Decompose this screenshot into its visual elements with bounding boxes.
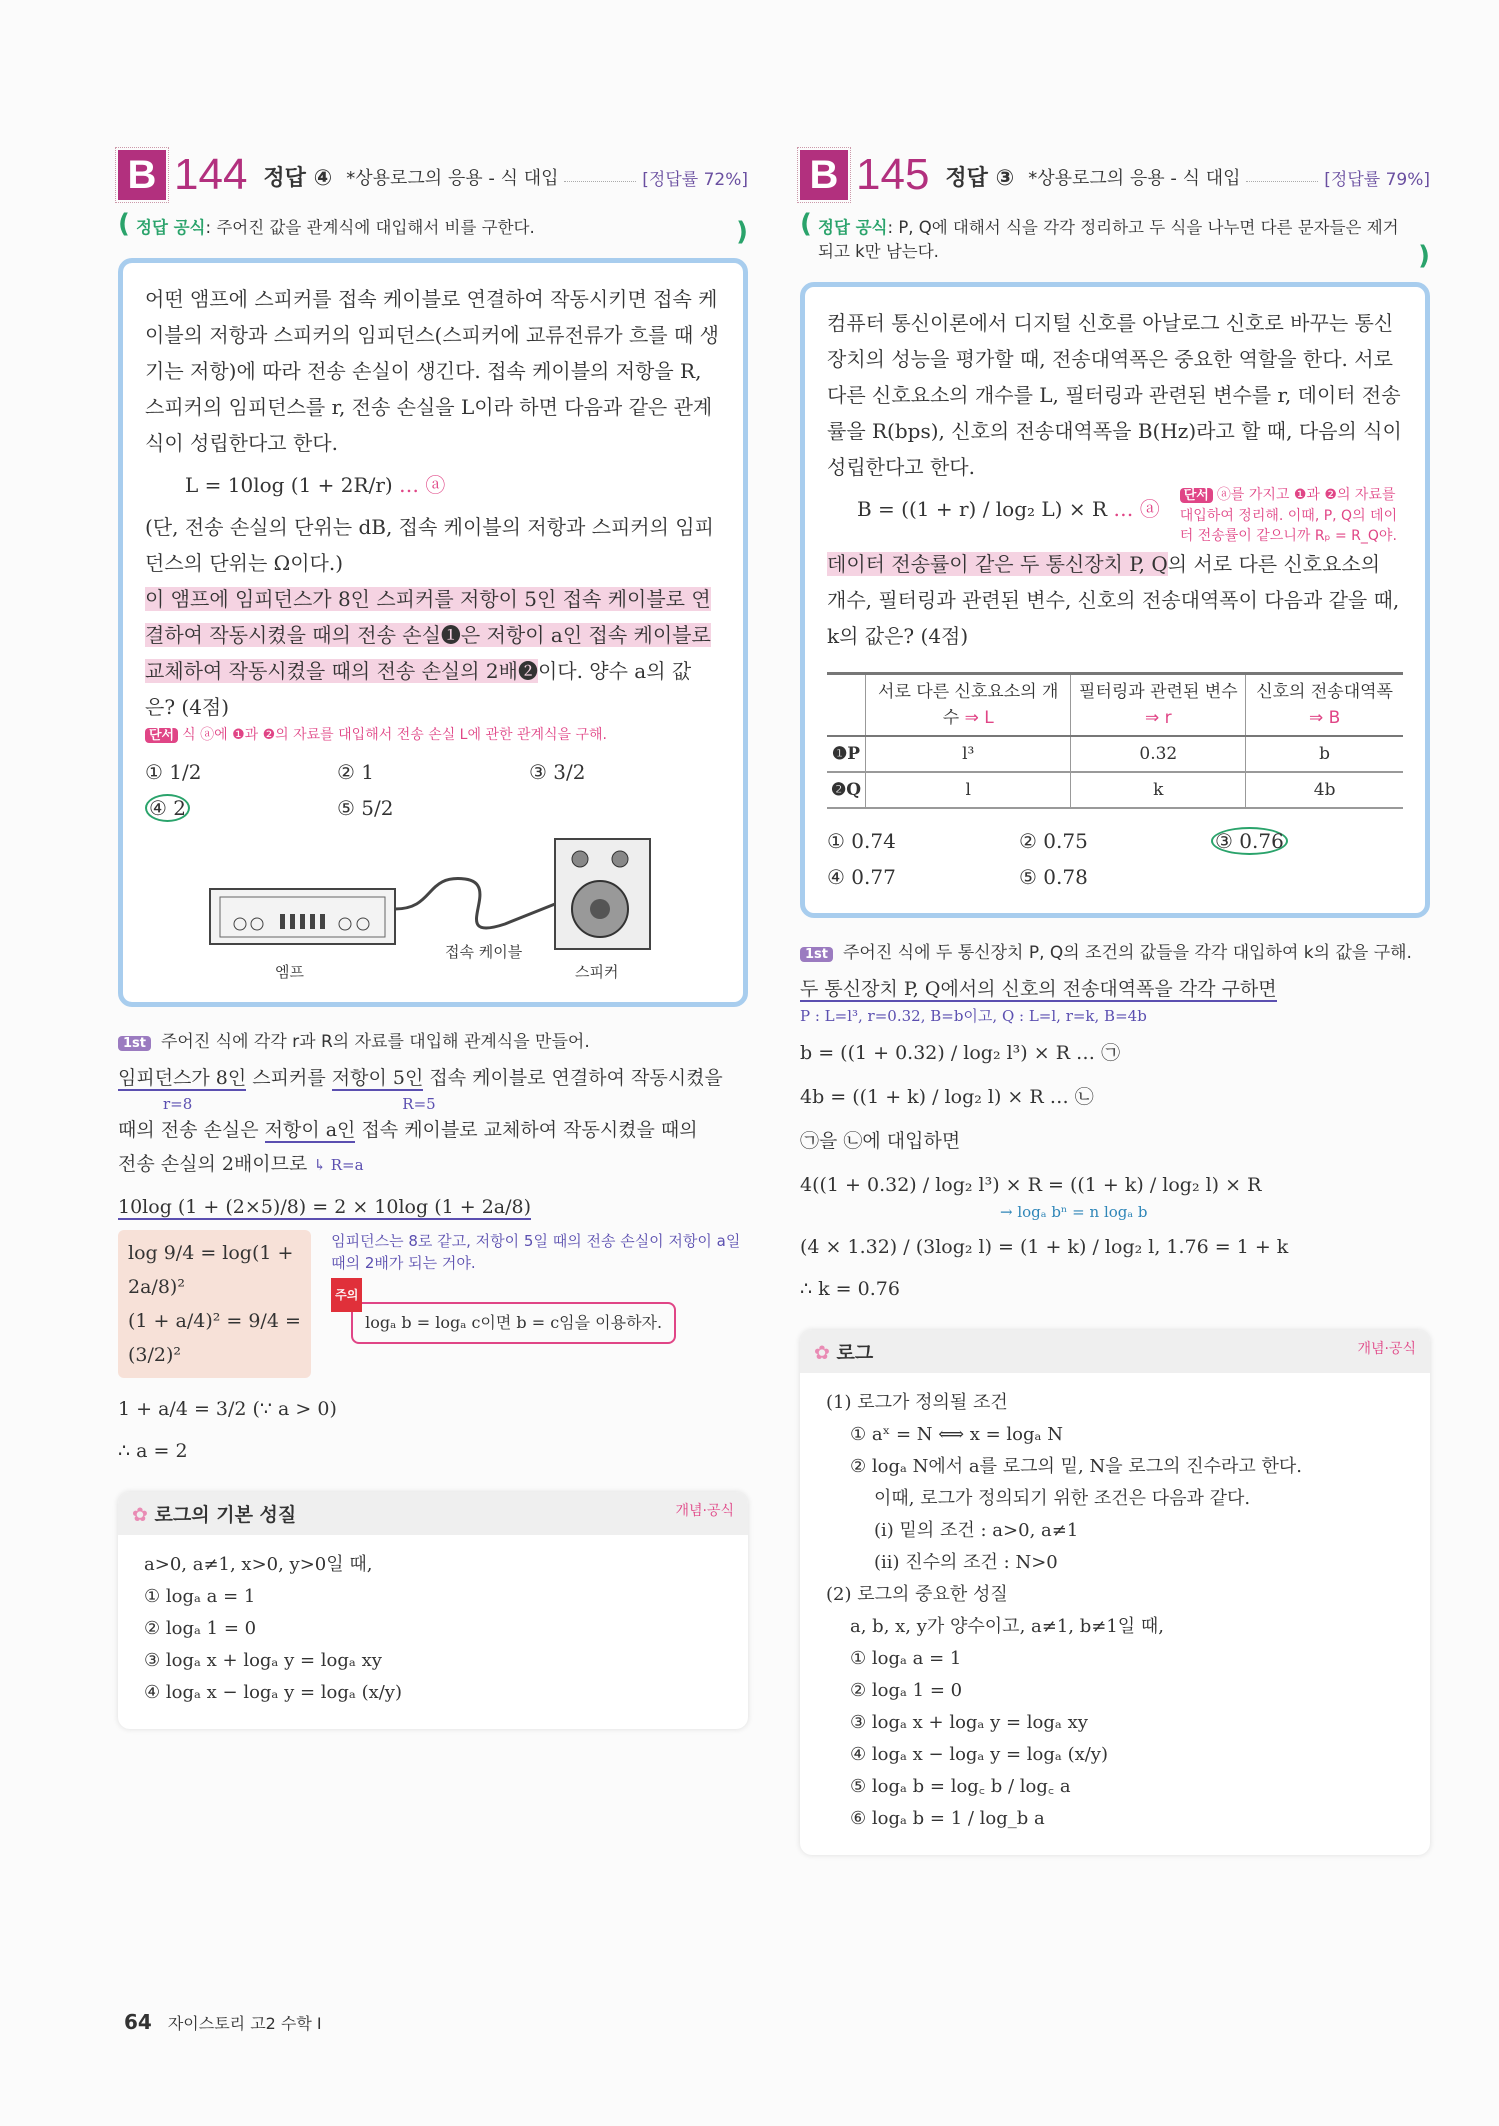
flower-icon: ✿ — [132, 1504, 155, 1526]
book-title: 자이스토리 고2 수학 I — [167, 2014, 322, 2033]
choice-3-correct[interactable] — [1211, 823, 1403, 859]
warning-text: logₐ b = logₐ c이면 b = c임을 이용하자. — [365, 1313, 663, 1332]
data-table — [827, 672, 1403, 809]
solution — [118, 1025, 748, 1468]
warning-box — [335, 1288, 676, 1344]
question-box — [118, 258, 748, 1007]
equation-a — [145, 467, 721, 503]
annotation-R: R=5 — [402, 1095, 436, 1113]
hint-text: 식 ⓐ에 ❶과 ❷의 자료를 대입해서 전송 손실 L에 관한 관계식을 구해. — [182, 727, 608, 743]
table-cell: ❷Q — [827, 772, 866, 808]
choice-2[interactable]: ② 0.75 — [1019, 829, 1088, 853]
text: 접속 케이블로 연결하여 작동시켰을 — [423, 1067, 723, 1089]
level-badge: B — [118, 150, 166, 200]
choice-5[interactable]: ⑤ 0.78 — [1019, 865, 1088, 889]
equation-a — [827, 491, 1160, 540]
text: 때의 전송 손실은 — [118, 1119, 265, 1141]
concept-body — [118, 1535, 748, 1729]
problem-144 — [118, 140, 748, 1729]
annotation: P : L=l³, r=0.32, B=b이고, Q : L=l, r=k, B=4b — [800, 1007, 1147, 1025]
concept-line: (1) 로그가 정의될 조건 — [826, 1392, 1008, 1413]
solution-line-1 — [118, 1061, 748, 1095]
hint — [1180, 485, 1403, 546]
annotation-a: ↳ R=a — [313, 1156, 364, 1174]
equation: B = ((1 + r) / log₂ L) × R — [857, 497, 1108, 521]
table-row — [827, 772, 1403, 808]
leader-dots — [564, 181, 636, 182]
choice-4-correct[interactable] — [145, 790, 337, 826]
problem-number: 145 — [856, 150, 930, 199]
step-tag: 1st — [118, 1036, 151, 1051]
concept-line: ① logₐ a = 1 — [144, 1586, 256, 1607]
answer-label: 정답 ④ — [263, 166, 333, 191]
formula-label: 정답 공식 — [818, 218, 888, 237]
eq3: 4((1 + 0.32) / log₂ l³) × R = ((1 + k) / log₂ l) × R — [800, 1174, 1262, 1196]
solution-line-2: ㉠을 ㉡에 대입하면 — [800, 1130, 961, 1152]
hint-text: ⓐ를 가지고 ❶과 ❷의 자료를 대입하여 정리해. 이때, P, Q의 데이터 전송률이 같으니까 Rₚ = R_Q야. — [1179, 487, 1398, 544]
choice-2[interactable]: ② 1 — [337, 760, 375, 784]
amp-label: 엠프 — [275, 963, 304, 981]
step-1 — [800, 936, 1430, 972]
concept-title — [132, 1500, 296, 1527]
equation-mark: … ⓐ — [1113, 497, 1160, 521]
topic: *상용로그의 응용 - 식 대입 — [346, 168, 559, 189]
eq5-result: ∴ a = 2 — [118, 1440, 188, 1462]
leader-dots — [1246, 181, 1318, 182]
annotation-r: r=8 — [163, 1095, 193, 1113]
highlighted-condition: 데이터 전송률이 같은 두 통신장치 P, Q — [827, 552, 1168, 576]
text: 전송 손실의 2배이므로 — [118, 1153, 308, 1175]
eq2: 4b = ((1 + k) / log₂ l) × R … ㉡ — [800, 1086, 1094, 1108]
text: 스피커를 — [246, 1067, 332, 1089]
question-text: 어떤 앰프에 스피커를 접속 케이블로 연결하여 작동시키면 접속 케이블의 저항과 스피커의 임피던스(스피커에 교류전류가 흐를 때 생기는 저항)에 따라 전송 손실이 생긴다. 접속 케이블의 저항을 R, 스피커의 임피던스를 r, 전송 손실을 L이라 하면 다음과 같은 관계식이 성립한다고 한다. — [145, 287, 719, 455]
equation-block — [118, 1230, 748, 1378]
problem-header — [800, 140, 1430, 200]
concept-header — [800, 1330, 1430, 1373]
choice-4-label: ④ 2 — [145, 794, 190, 822]
hint — [145, 725, 721, 746]
highlighted-condition: 이 앰프에 임피던스가 8인 스피커를 저항이 5인 접속 케이블로 연결하여 작동시켰을 때의 전송 손실❶은 저항이 a인 접속 케이블로 교체하여 작동시켰을 때의 전송 손실의 2배❷ — [145, 587, 711, 683]
question-condition — [145, 581, 721, 725]
choice-5[interactable]: ⑤ 5/2 — [337, 796, 394, 820]
eq3-note: → logₐ bⁿ = n logₐ b — [1000, 1203, 1148, 1221]
cable-label: 접속 케이블 — [445, 943, 523, 961]
question-end: 이다. 양수 a의 값은? (4점) — [145, 659, 692, 719]
concept-box-log — [800, 1330, 1430, 1855]
problem-number: 144 — [174, 150, 248, 199]
eq1: b = ((1 + 0.32) / log₂ l³) × R … ㉠ — [800, 1042, 1121, 1064]
concept-line: a>0, a≠1, x>0, y>0일 때, — [144, 1554, 373, 1575]
question-box — [800, 282, 1430, 918]
solution-line-2 — [118, 1113, 748, 1147]
solution-line-3 — [118, 1147, 748, 1182]
concept-line: (ii) 진수의 조건 : N>0 — [874, 1552, 1058, 1573]
underline-r: 임피던스가 8인 — [118, 1067, 247, 1089]
equation-1 — [118, 1190, 748, 1224]
concept-line: ④ logₐ x − logₐ y = logₐ (x/y) — [144, 1682, 403, 1703]
answer-formula — [118, 216, 748, 240]
choices — [827, 823, 1403, 895]
correct-rate: [정답률 79%] — [1324, 170, 1430, 190]
problem-header — [118, 140, 748, 200]
equation-mark: … ⓐ — [399, 473, 446, 497]
answer-label: 정답 ③ — [945, 166, 1015, 191]
table-cell: k — [1071, 772, 1246, 808]
table-cell: l³ — [866, 736, 1071, 772]
concept-line: ① aˣ = N ⟺ x = logₐ N — [850, 1424, 1063, 1445]
eq4: (4 × 1.32) / (3log₂ l) = (1 + k) / log₂ l, 1.76 = 1 + k — [800, 1236, 1289, 1258]
page-number: 64 — [124, 2010, 152, 2034]
equation-row — [827, 485, 1403, 546]
concept-line: ⑤ logₐ b = log꜀ b / log꜀ a — [850, 1776, 1071, 1797]
eq5-result: ∴ k = 0.76 — [800, 1278, 900, 1300]
choice-3-label: ③ 0.76 — [1211, 827, 1288, 855]
choice-3[interactable]: ③ 3/2 — [529, 760, 586, 784]
table-header: 신호의 전송대역폭 ⇒ B — [1246, 674, 1403, 737]
step-text: 주어진 식에 두 통신장치 P, Q의 조건의 값들을 각각 대입하여 k의 값을 구해. — [843, 943, 1412, 963]
hint-tag: 단서 — [1180, 488, 1213, 503]
step-text: 주어진 식에 각각 r과 R의 자료를 대입해 관계식을 만들어. — [161, 1032, 590, 1052]
formula-text: : P, Q에 대해서 식을 각각 정리하고 두 식을 나누면 다른 문자들은 제거되고 k만 남는다. — [818, 218, 1399, 261]
solution — [800, 936, 1430, 1306]
question-condition — [827, 546, 1403, 654]
choice-1[interactable]: ① 1/2 — [145, 760, 202, 784]
topic: *상용로그의 응용 - 식 대입 — [1028, 168, 1241, 189]
table-header: 서로 다른 신호요소의 개수 ⇒ L — [866, 674, 1071, 737]
answer-formula — [800, 216, 1430, 264]
choice-1[interactable]: ① 0.74 — [827, 829, 896, 853]
concept-line: a, b, x, y가 양수이고, a≠1, b≠1일 때, — [850, 1616, 1164, 1637]
concept-kind: 개념·공식 — [1357, 1341, 1416, 1357]
table-header: 필터링과 관련된 변수 ⇒ r — [1071, 674, 1246, 737]
concept-body — [800, 1373, 1430, 1855]
concept-line: ⑥ logₐ b = 1 / log_b a — [850, 1808, 1045, 1829]
speaker-label: 스피커 — [575, 963, 619, 981]
concept-line: (i) 밑의 조건 : a>0, a≠1 — [874, 1520, 1079, 1541]
step-1 — [118, 1025, 748, 1061]
highlighted-equations — [118, 1230, 311, 1378]
concept-line: ② logₐ 1 = 0 — [144, 1618, 257, 1639]
formula-text: : 주어진 값을 관계식에 대입해서 비를 구한다. — [205, 218, 535, 237]
level-badge: B — [800, 150, 848, 200]
eq4: 1 + a/4 = 3/2 (∵ a > 0) — [118, 1398, 337, 1420]
problem-145 — [800, 140, 1430, 1855]
hint-tag: 단서 — [145, 728, 178, 743]
table-cell: 0.32 — [1071, 736, 1246, 772]
notes — [331, 1230, 748, 1378]
concept-title-text: 로그 — [836, 1342, 874, 1364]
table-header — [827, 674, 866, 737]
amp-speaker-figure — [145, 834, 721, 984]
table-cell: ❶P — [827, 736, 866, 772]
warning-tag: 주의 — [331, 1278, 362, 1312]
concept-line: ② logₐ 1 = 0 — [850, 1680, 963, 1701]
concept-kind: 개념·공식 — [675, 1503, 734, 1519]
underline-R: 저항이 5인 — [331, 1067, 424, 1089]
table-row — [827, 736, 1403, 772]
question-note: (단, 전송 손실의 단위는 dB, 접속 케이블의 저항과 스피커의 임피던스의 단위는 Ω이다.) — [145, 515, 714, 575]
concept-header — [118, 1492, 748, 1535]
concept-title — [814, 1338, 873, 1365]
concept-line: ③ logₐ x + logₐ y = logₐ xy — [850, 1712, 1088, 1733]
concept-box-basic-log — [118, 1492, 748, 1729]
concept-line: ④ logₐ x − logₐ y = logₐ (x/y) — [850, 1744, 1109, 1765]
concept-line: ① logₐ a = 1 — [850, 1648, 962, 1669]
page-footer — [124, 2010, 322, 2034]
formula-label: 정답 공식 — [136, 218, 206, 237]
eq1: 10log (1 + (2×5)/8) = 2 × 10log (1 + 2a/8) — [118, 1196, 532, 1218]
table-cell: 4b — [1246, 772, 1403, 808]
table-cell: l — [866, 772, 1071, 808]
underlined-text: 두 통신장치 P, Q에서의 신호의 전송대역폭을 각각 구하면 — [800, 978, 1277, 1000]
text: 접속 케이블로 교체하여 작동시켰을 때의 — [355, 1119, 698, 1141]
concept-line: ③ logₐ x + logₐ y = logₐ xy — [144, 1650, 382, 1671]
question-end: 의 서로 다른 신호요소의 개수, 필터링과 관련된 변수, 신호의 전송대역폭이 다음과 같을 때, k의 값은? (4점) — [827, 552, 1400, 648]
eq3: (1 + a/4)² = 9/4 = (3/2)² — [128, 1310, 301, 1366]
concept-line: (2) 로그의 중요한 성질 — [826, 1584, 1008, 1605]
eq2: log 9/4 = log(1 + 2a/8)² — [128, 1242, 294, 1298]
correct-rate: [정답률 72%] — [642, 170, 748, 190]
underline-a: 저항이 a인 — [264, 1119, 356, 1141]
equation: L = 10log (1 + 2R/r) — [185, 473, 393, 497]
annotation-row — [118, 1095, 748, 1113]
table-header-row — [827, 674, 1403, 737]
concept-line: 이때, 로그가 정의되기 위한 조건은 다음과 같다. — [874, 1488, 1251, 1509]
concept-line: ② logₐ N에서 a를 로그의 밑, N을 로그의 진수라고 한다. — [850, 1456, 1302, 1477]
step-tag: 1st — [800, 947, 833, 962]
question-text: 컴퓨터 통신이론에서 디지털 신호를 아날로그 신호로 바꾸는 통신장치의 성능을 평가할 때, 전송대역폭은 중요한 역할을 한다. 서로 다른 신호요소의 개수를 L, 필터링과 관련된 변수를 r, 데이터 전송률을 R(bps), 신호의 전송대역폭을 B(Hz)라고 할 때, 다음의 식이 성립한다고 한다. — [827, 311, 1402, 479]
solution-line-1 — [800, 972, 1430, 1006]
concept-title-text: 로그의 기본 성질 — [154, 1504, 297, 1526]
flower-icon: ✿ — [814, 1342, 837, 1364]
choice-4[interactable]: ④ 0.77 — [827, 865, 896, 889]
choices — [145, 754, 721, 826]
table-cell: b — [1246, 736, 1403, 772]
eq1-note: 임피던스는 8로 같고, 저항이 5일 때의 전송 손실이 저항이 a일 때의 2배가 되는 거야. — [331, 1232, 741, 1272]
